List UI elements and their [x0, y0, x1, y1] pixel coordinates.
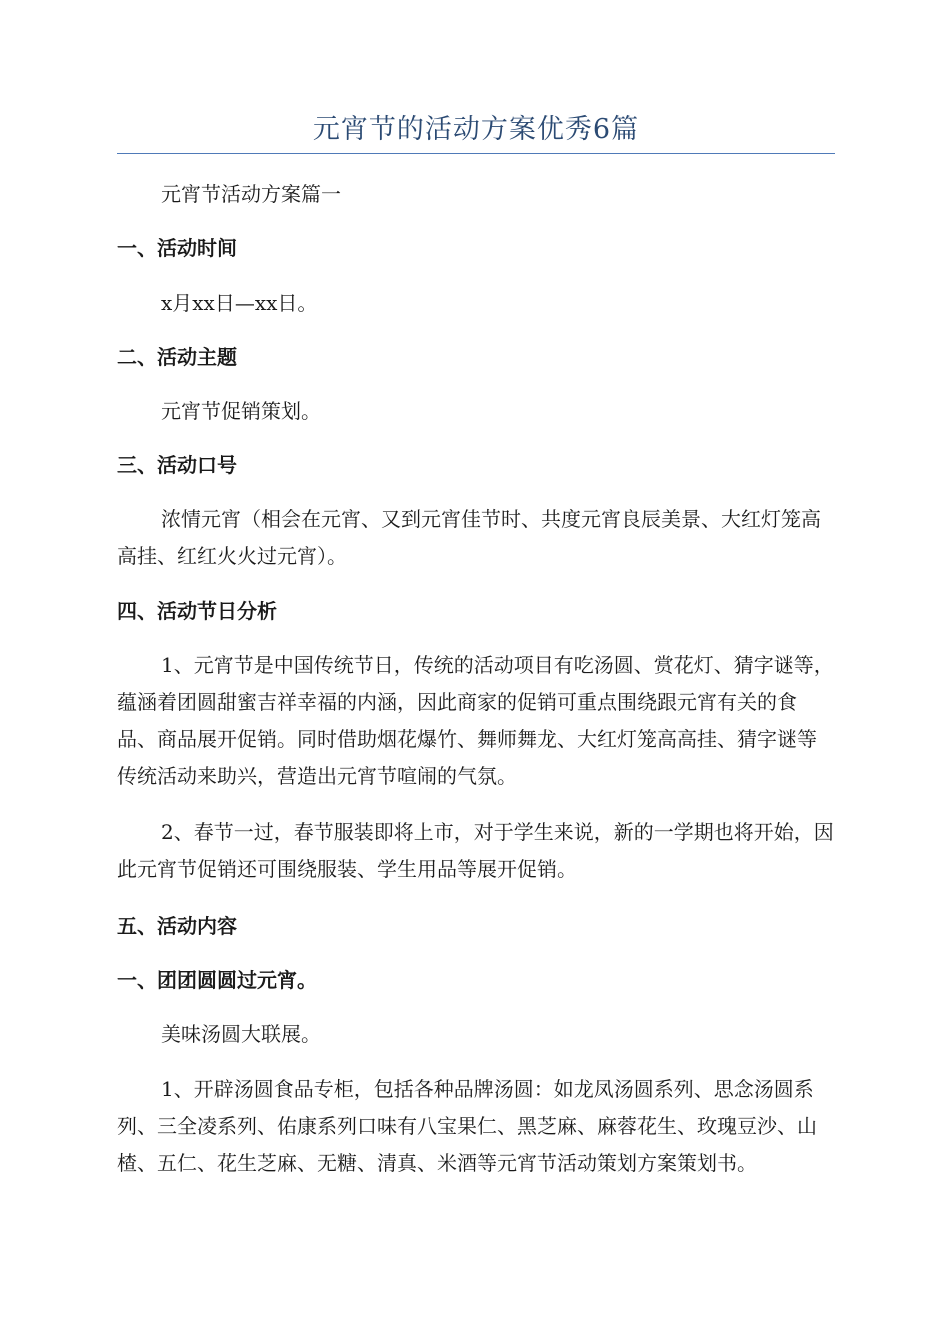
section-heading-theme: 二、活动主题 — [117, 345, 237, 369]
content-paragraph-1: 1、开辟汤圆食品专柜，包括各种品牌汤圆：如龙凤汤圆系列、思念汤圆系列、三全凌系列、佑康系列口味有八宝果仁、黑芝麻、麻蓉花生、玫瑰豆沙、山楂、五仁、花生芝麻、无糖、清真、米酒等元宵节活动策划方案策划书。 — [117, 1077, 817, 1175]
subsection-heading-reunion: 一、团团圆圆过元宵。 — [117, 968, 317, 992]
subsection-lead: 美味汤圆大联展。 — [161, 1022, 321, 1046]
title-underline — [117, 153, 835, 154]
section-text-theme: 元宵节促销策划。 — [161, 399, 321, 423]
section-heading-slogan: 三、活动口号 — [117, 453, 237, 477]
analysis-paragraph-1: 1、元宵节是中国传统节日，传统的活动项目有吃汤圆、赏花灯、猜字谜等，蕴涵着团圆甜蜜吉祥幸福的内涵，因此商家的促销可重点围绕跟元宵有关的食品、商品展开促销。同时借助烟花爆竹、舞师舞龙、大红灯笼高高挂、猜字谜等传统活动来助兴，营造出元宵节喧闹的气氛。 — [117, 653, 834, 788]
section-heading-time: 一、活动时间 — [117, 236, 237, 260]
section-text-time: x月xx日—xx日。 — [161, 291, 318, 315]
section-heading-content: 五、活动内容 — [117, 914, 237, 938]
page-title: 元宵节的活动方案优秀6篇 — [312, 114, 640, 145]
section-heading-analysis: 四、活动节日分析 — [117, 599, 277, 623]
subtitle: 元宵节活动方案篇一 — [161, 182, 341, 206]
analysis-paragraph-2: 2、春节一过，春节服装即将上市，对于学生来说，新的一学期也将开始，因此元宵节促销还可围绕服装、学生用品等展开促销。 — [117, 820, 834, 881]
section-text-slogan: 浓情元宵（相会在元宵、又到元宵佳节时、共度元宵良辰美景、大红灯笼高高挂、红红火火过元宵）。 — [117, 507, 821, 568]
